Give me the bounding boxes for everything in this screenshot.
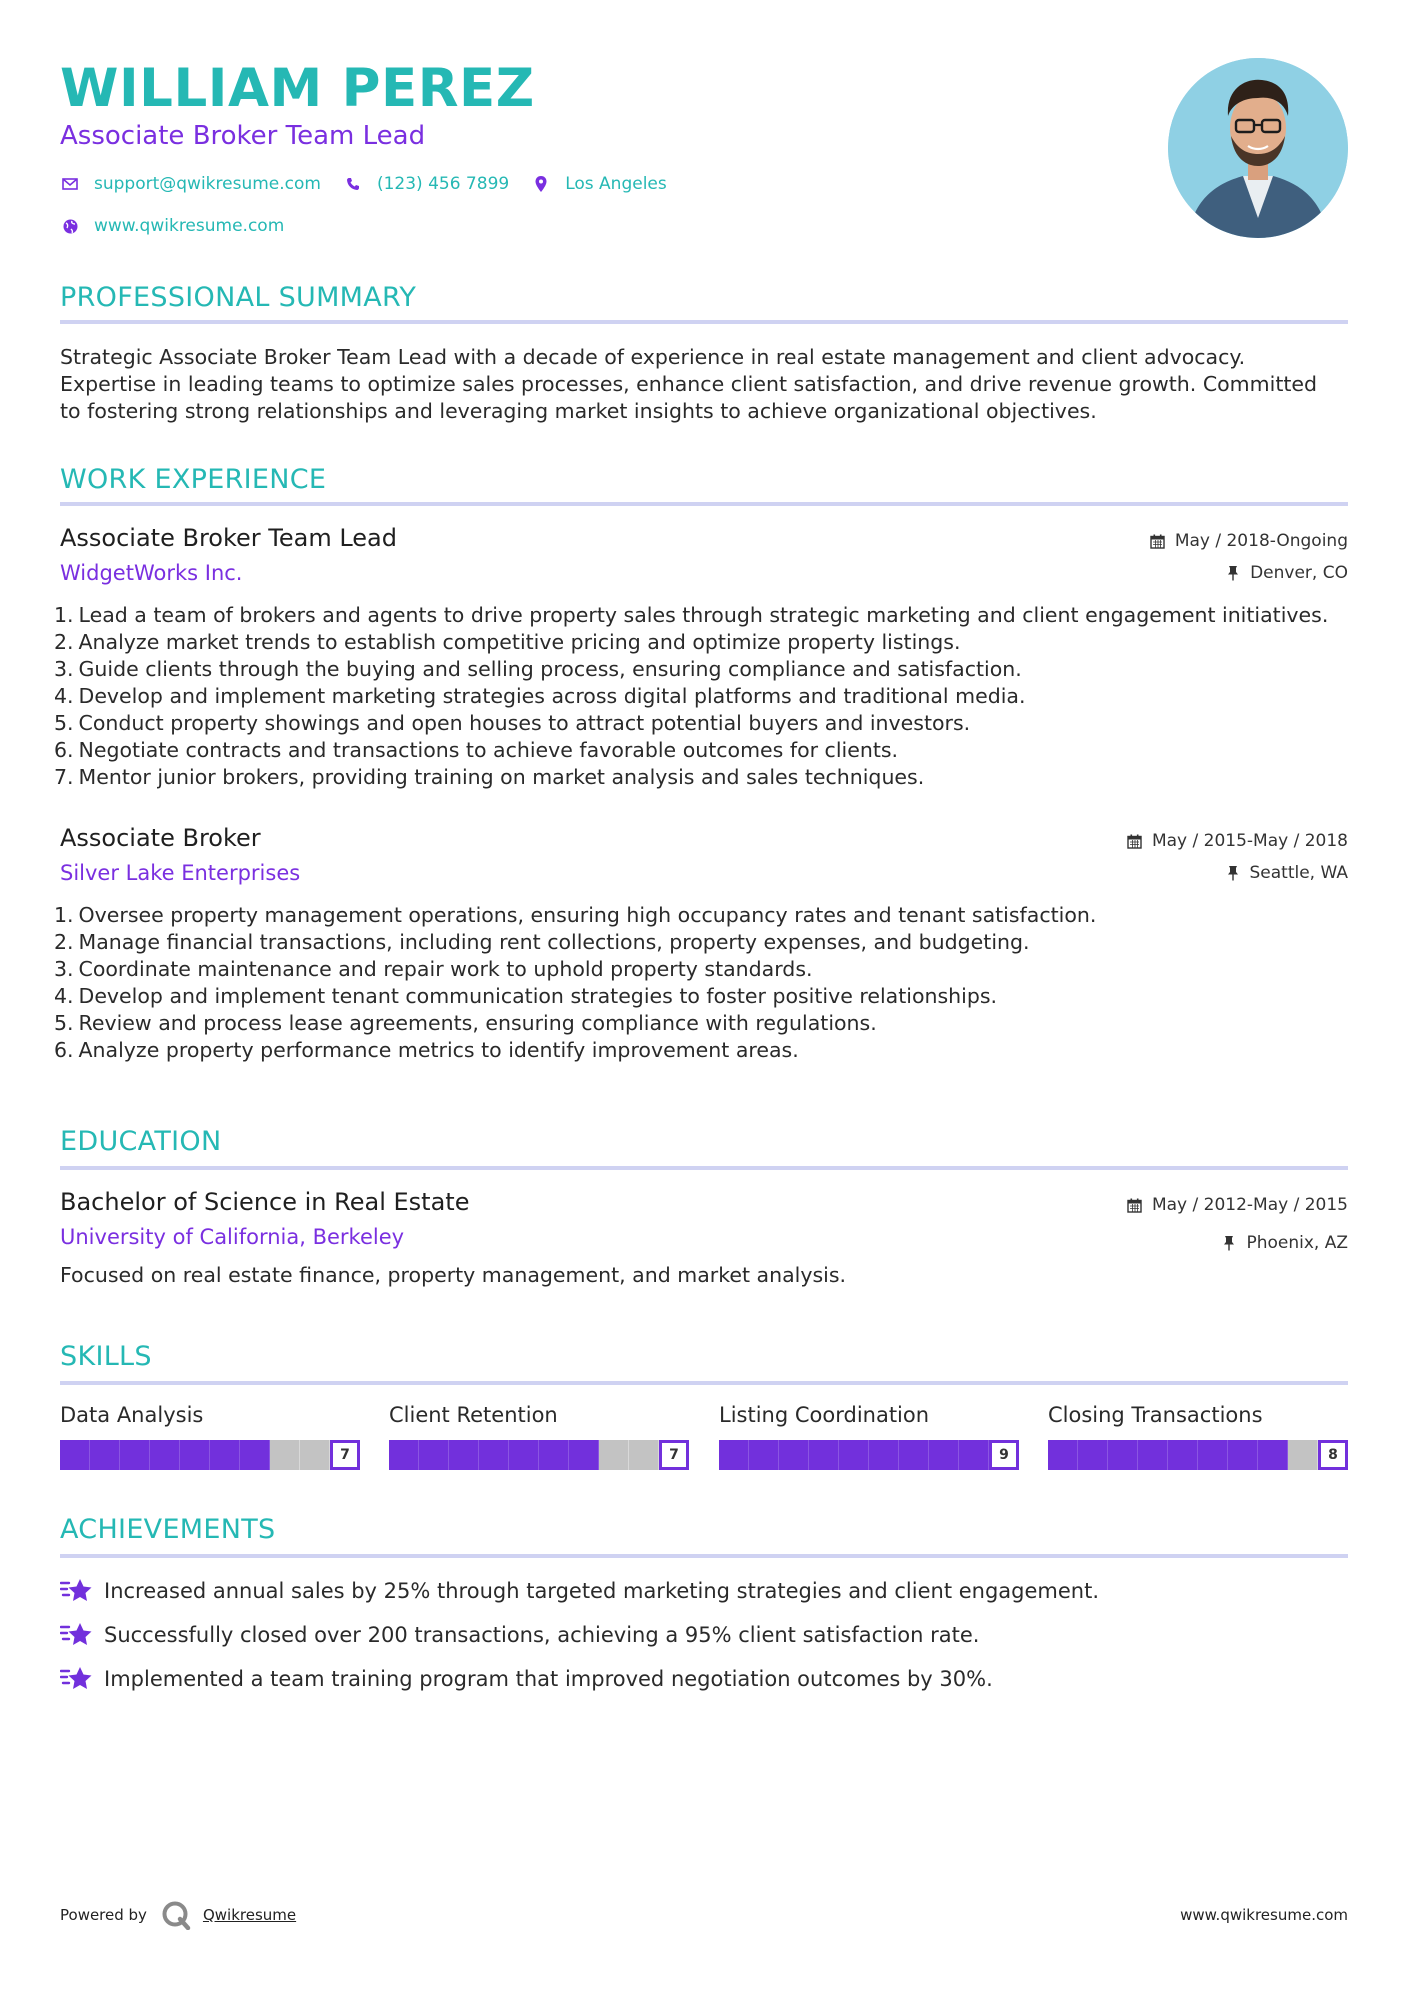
contact-phone[interactable]: [343, 174, 509, 194]
pushpin-icon: [1224, 564, 1242, 582]
qwikresume-logo-icon: [161, 1900, 191, 1930]
skill-name: Listing Coordination: [719, 1403, 930, 1427]
experience-section: [54, 464, 1348, 1062]
skill-item: [389, 1403, 689, 1463]
summary-text: [60, 344, 1348, 425]
star-icon: [60, 1577, 94, 1605]
list-item: 7. Mentor junior brokers, providing training on market analysis and sales techniques.: [54, 765, 925, 789]
star-icon: [60, 1665, 94, 1693]
summary-line: Strategic Associate Broker Team Lead with a decade of experience in real estate management and client advocacy.: [60, 345, 1246, 369]
education-heading: EDUCATION: [60, 1126, 222, 1157]
achievements-heading: ACHIEVEMENTS: [60, 1514, 276, 1545]
skill-level-badge: 9: [989, 1440, 1019, 1470]
education-location-text: Phoenix, AZ: [1246, 1233, 1348, 1253]
skill-segment-filled: [1138, 1440, 1168, 1470]
skill-name: Closing Transactions: [1048, 1403, 1263, 1427]
website-text: www.qwikresume.com: [94, 216, 285, 236]
job-bullets: [54, 902, 1348, 1064]
company-name: WidgetWorks Inc.: [60, 561, 243, 585]
skill-segment-filled: [210, 1440, 240, 1470]
section-divider: [60, 502, 1348, 506]
profile-photo: [1168, 58, 1348, 238]
skill-segment-filled: [180, 1440, 210, 1470]
skill-segment-filled: [1168, 1440, 1198, 1470]
map-pin-icon: [531, 174, 551, 194]
star-icon: [60, 1621, 94, 1649]
skill-segment-filled: [1228, 1440, 1258, 1470]
list-item: 3. Guide clients through the buying and selling process, ensuring compliance and satisfaction.: [54, 657, 1022, 681]
achievement-item: [60, 1620, 979, 1650]
section-divider: [60, 1381, 1348, 1385]
list-item: 5. Review and process lease agreements, ensuring compliance with regulations.: [54, 1011, 877, 1035]
skill-segment-empty: [629, 1440, 659, 1470]
email-text: support@qwikresume.com: [94, 174, 321, 194]
resume-page: [54, 0, 1348, 1990]
envelope-icon: [60, 174, 80, 194]
skill-segment-filled: [449, 1440, 479, 1470]
contact-row: [60, 172, 689, 196]
skill-item: [60, 1403, 360, 1463]
skill-level-badge: 7: [330, 1440, 360, 1470]
contact-website[interactable]: [60, 216, 284, 236]
skill-level-bar: [389, 1440, 689, 1470]
skill-segment-filled: [1258, 1440, 1288, 1470]
list-item: 4. Develop and implement marketing strategies across digital platforms and traditional media.: [54, 684, 1026, 708]
section-divider: [60, 320, 1348, 324]
list-item: 6. Negotiate contracts and transactions to achieve favorable outcomes for clients.: [54, 738, 899, 762]
pushpin-icon: [1220, 1234, 1238, 1252]
location-text: Los Angeles: [565, 174, 667, 194]
job-location: [1224, 563, 1348, 583]
education-location: [1220, 1233, 1348, 1253]
skills-section: [60, 1341, 1348, 1463]
list-item: 3. Coordinate maintenance and repair work to uphold property standards.: [54, 957, 813, 981]
list-item: 2. Analyze market trends to establish competitive pricing and optimize property listings.: [54, 630, 961, 654]
company-name: Silver Lake Enterprises: [60, 861, 301, 885]
candidate-name: WILLIAM PEREZ: [60, 58, 535, 119]
job-location: [1224, 863, 1349, 883]
skill-segment-filled: [60, 1440, 90, 1470]
skill-segment-filled: [1078, 1440, 1108, 1470]
phone-text: (123) 456 7899: [376, 174, 510, 194]
skill-segment-empty: [270, 1440, 300, 1470]
skill-segment-empty: [300, 1440, 330, 1470]
skill-level-badge: 8: [1318, 1440, 1348, 1470]
skill-segment-filled: [389, 1440, 419, 1470]
skill-name: Data Analysis: [60, 1403, 204, 1427]
skill-segment-empty: [599, 1440, 629, 1470]
education-section: [60, 1126, 1348, 1287]
skill-segment-filled: [539, 1440, 569, 1470]
section-divider: [60, 1554, 1348, 1558]
achievements-section: [60, 1514, 1348, 1691]
job-title: Associate Broker Team Lead: [60, 524, 397, 552]
skill-segment-filled: [929, 1440, 959, 1470]
skill-segment-filled: [419, 1440, 449, 1470]
globe-icon: [60, 216, 80, 236]
degree-title: Bachelor of Science in Real Estate: [60, 1188, 470, 1216]
skill-segment-filled: [150, 1440, 180, 1470]
summary-line: Expertise in leading teams to optimize sales processes, enhance client satisfaction, and drive revenue growth. Committed: [60, 372, 1318, 396]
job-dates-text: May / 2018-Ongoing: [1174, 531, 1348, 551]
skill-segment-filled: [509, 1440, 539, 1470]
school-name: University of California, Berkeley: [60, 1225, 405, 1249]
job-dates-text: May / 2015-May / 2018: [1151, 831, 1348, 851]
experience-heading: WORK EXPERIENCE: [60, 464, 327, 495]
achievement-text: Increased annual sales by 25% through targeted marketing strategies and client engagement.: [104, 1579, 1099, 1603]
powered-by-label: Powered by: [60, 1906, 147, 1924]
job-dates: [1126, 831, 1348, 851]
list-item: 6. Analyze property performance metrics to identify improvement areas.: [54, 1038, 799, 1062]
qwikresume-link[interactable]: Qwikresume: [202, 1906, 297, 1924]
skill-segment-filled: [779, 1440, 809, 1470]
skill-level-bar: [719, 1440, 1019, 1470]
summary-section: [60, 282, 1348, 423]
achievement-item: [60, 1664, 993, 1694]
education-description: Focused on real estate finance, property management, and market analysis.: [60, 1263, 847, 1287]
skill-segment-filled: [1198, 1440, 1228, 1470]
education-dates: [1126, 1195, 1348, 1215]
skill-segment-filled: [120, 1440, 150, 1470]
calendar-icon: [1149, 532, 1167, 550]
skill-level-bar: [60, 1440, 360, 1470]
skill-segment-filled: [1108, 1440, 1138, 1470]
calendar-icon: [1126, 1196, 1144, 1214]
list-item: 2. Manage financial transactions, including rent collections, property expenses, and budgeting.: [54, 930, 1030, 954]
job-title: Associate Broker: [60, 824, 261, 852]
contact-location: [531, 174, 667, 194]
skill-segment-filled: [569, 1440, 599, 1470]
list-item: 4. Develop and implement tenant communication strategies to foster positive relationships.: [54, 984, 998, 1008]
skill-name: Client Retention: [389, 1403, 558, 1427]
list-item: 1. Oversee property management operations, ensuring high occupancy rates and tenant satisfaction.: [54, 903, 1097, 927]
achievement-text: Successfully closed over 200 transactions, achieving a 95% client satisfaction rate.: [104, 1623, 980, 1647]
skill-level-bar: [1048, 1440, 1348, 1470]
job-location-text: Denver, CO: [1250, 563, 1348, 583]
candidate-title: Associate Broker Team Lead: [60, 121, 426, 151]
skill-item: [719, 1403, 1019, 1463]
skill-segment-filled: [899, 1440, 929, 1470]
skill-segment-filled: [90, 1440, 120, 1470]
summary-heading: PROFESSIONAL SUMMARY: [60, 282, 417, 313]
skill-segment-filled: [809, 1440, 839, 1470]
footer-powered-by: [60, 1900, 296, 1930]
skill-segment-filled: [240, 1440, 270, 1470]
phone-icon: [343, 174, 363, 194]
calendar-icon: [1126, 832, 1144, 850]
job-dates: [1149, 531, 1348, 551]
contact-email[interactable]: [60, 174, 321, 194]
footer-url[interactable]: www.qwikresume.com: [1180, 1906, 1348, 1924]
achievement-text: Implemented a team training program that improved negotiation outcomes by 30%.: [104, 1667, 993, 1691]
skill-segment-filled: [719, 1440, 749, 1470]
skill-segment-filled: [869, 1440, 899, 1470]
summary-line: to fostering strong relationships and leveraging market insights to achieve organizational objectives.: [60, 399, 1097, 423]
skill-segment-filled: [839, 1440, 869, 1470]
list-item: 5. Conduct property showings and open houses to attract potential buyers and investors.: [54, 711, 971, 735]
skill-item: [1048, 1403, 1348, 1463]
list-item: 1. Lead a team of brokers and agents to drive property sales through strategic marketing and client engagement initiatives.: [54, 603, 1329, 627]
skill-segment-filled: [479, 1440, 509, 1470]
skills-heading: SKILLS: [60, 1341, 152, 1372]
skill-segment-empty: [1288, 1440, 1318, 1470]
skill-level-badge: 7: [659, 1440, 689, 1470]
skill-segment-filled: [749, 1440, 779, 1470]
section-divider: [60, 1166, 1348, 1170]
skill-segment-filled: [959, 1440, 989, 1470]
pushpin-icon: [1224, 864, 1242, 882]
contact-row-website: [60, 214, 306, 238]
job-bullets: [54, 602, 1348, 791]
skill-segment-filled: [1048, 1440, 1078, 1470]
education-dates-text: May / 2012-May / 2015: [1151, 1195, 1348, 1215]
achievement-item: [60, 1576, 1099, 1606]
job-location-text: Seattle, WA: [1249, 863, 1348, 883]
